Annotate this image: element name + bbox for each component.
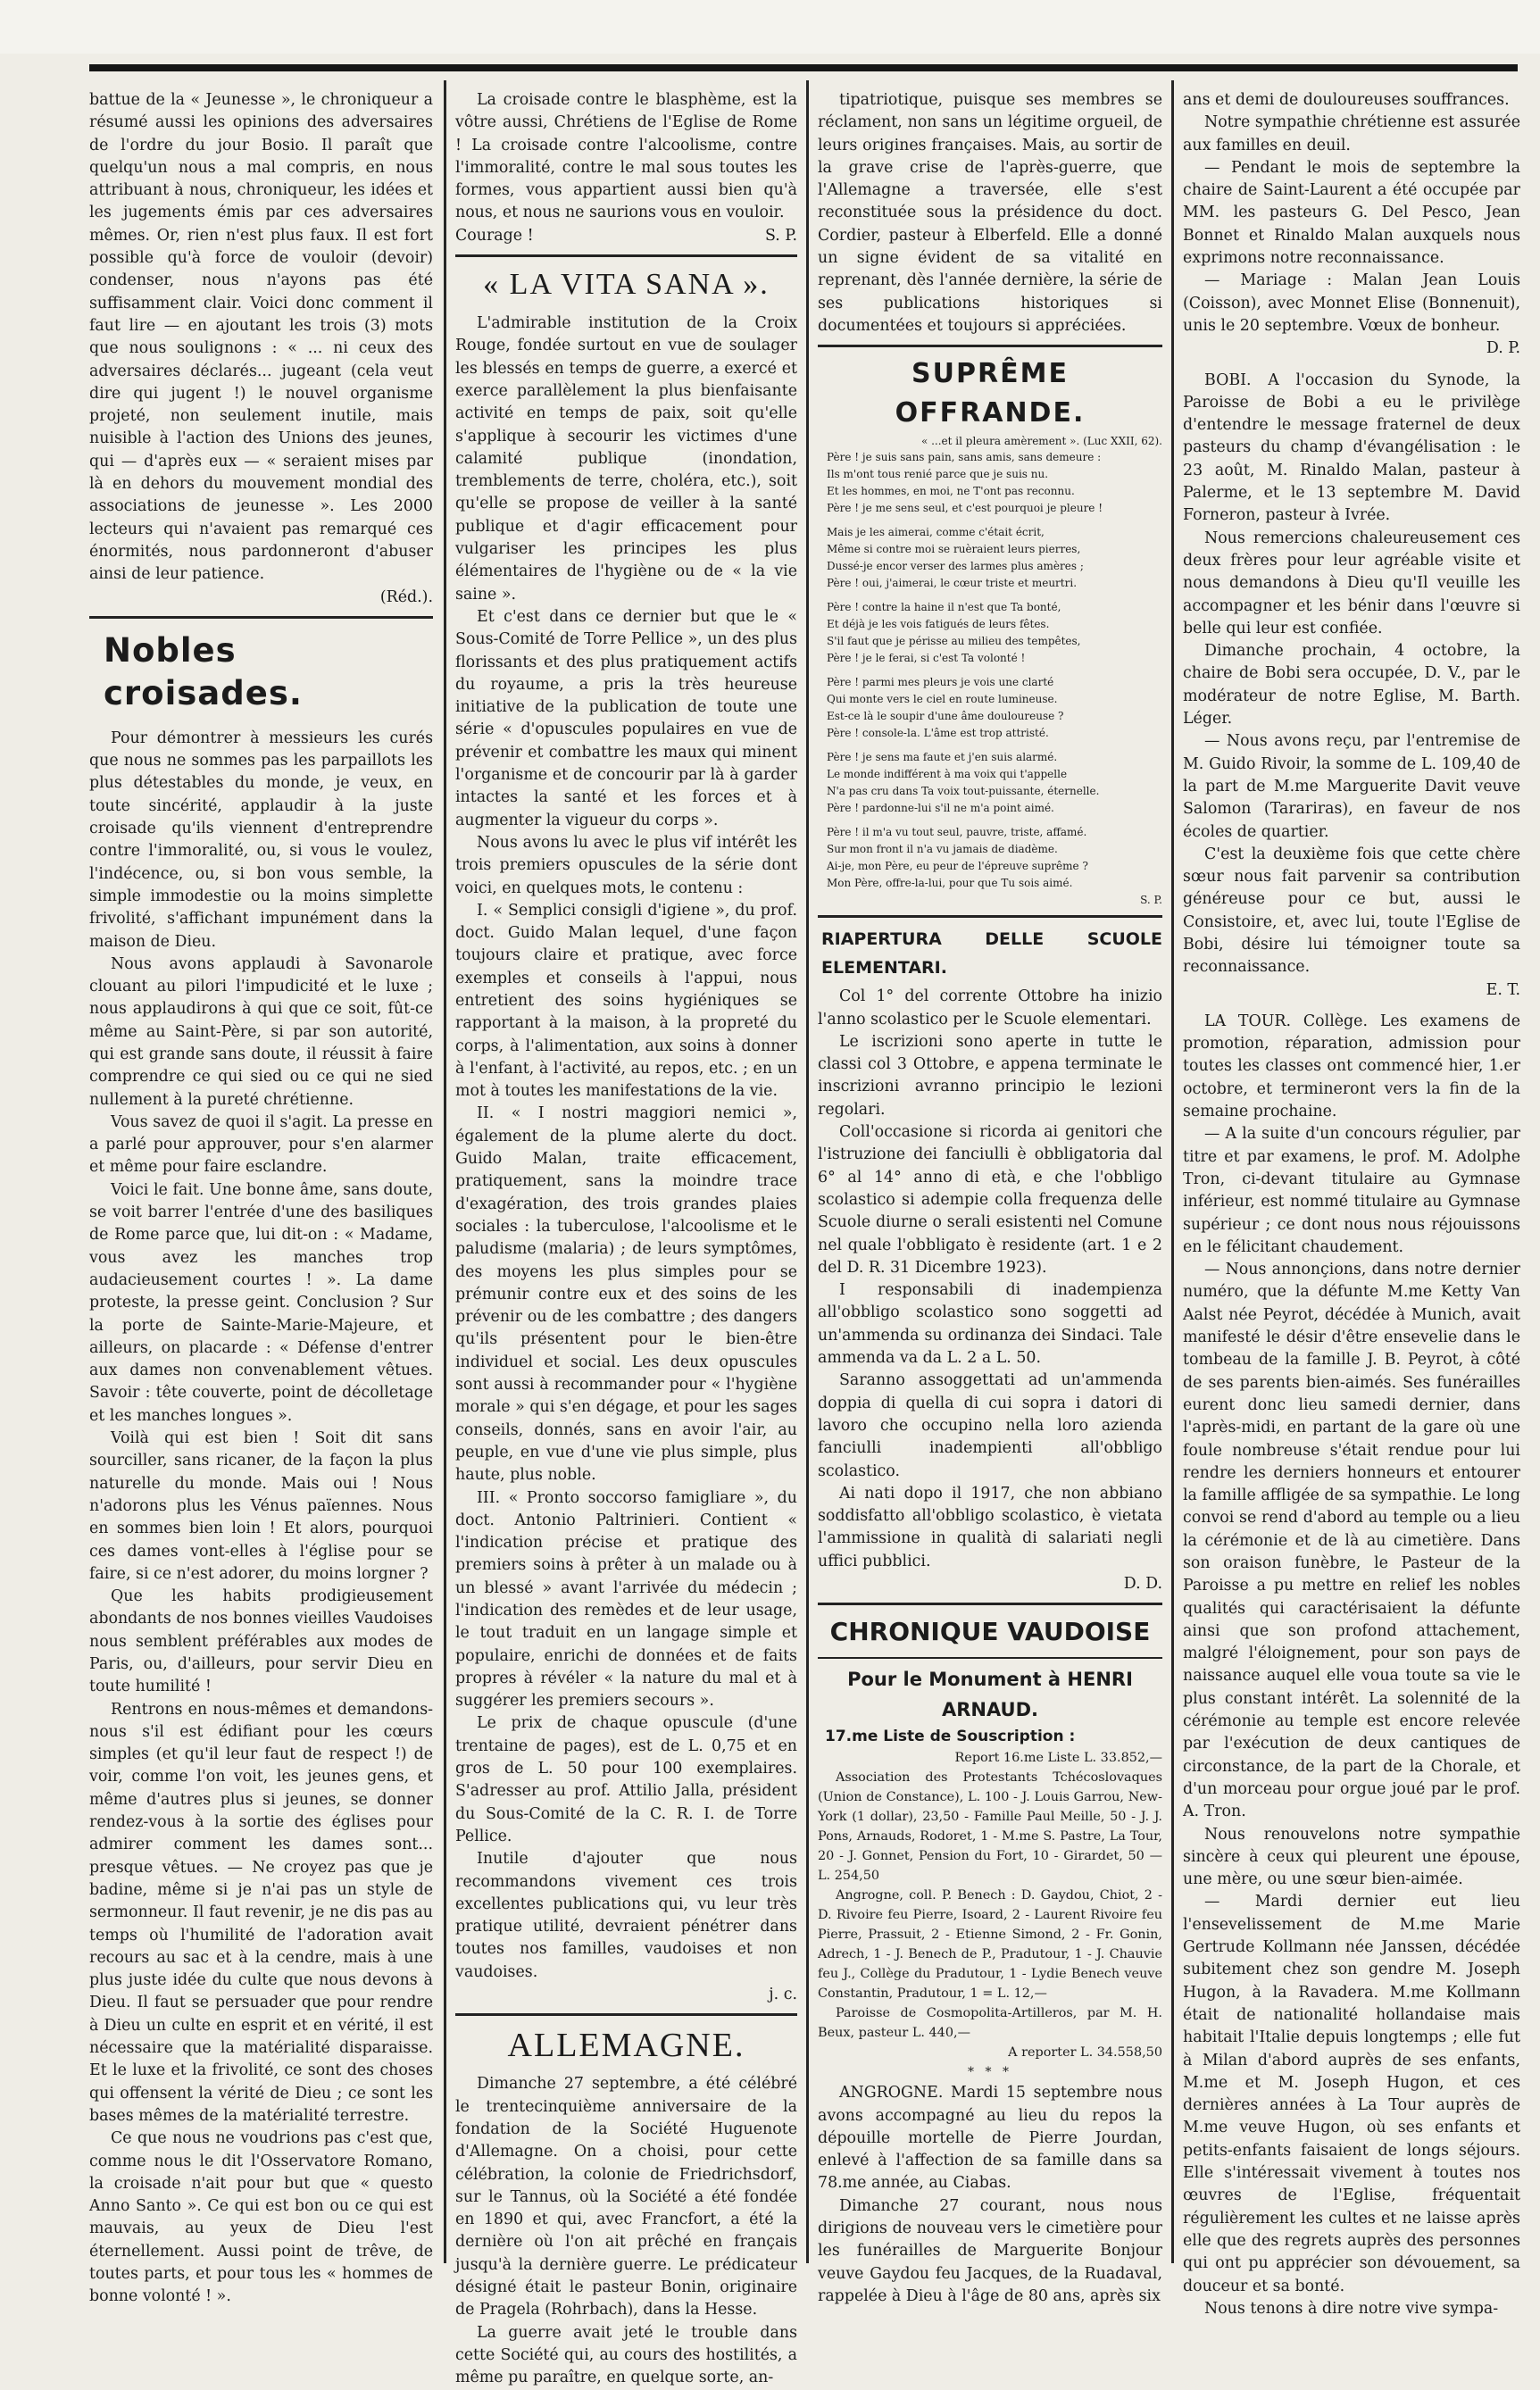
poem-line: Et les hommes, en moi, ne T'ont pas reconnu. bbox=[827, 485, 1075, 498]
editor-note-signature: (Réd.). bbox=[379, 587, 433, 606]
article-body-nobles-croisades bbox=[89, 728, 433, 2309]
subscription-list-title: 17.me Liste de Souscription : bbox=[825, 1728, 1076, 1746]
section-rule bbox=[455, 2013, 797, 2016]
column-divider-2 bbox=[806, 80, 809, 2263]
paragraph: Le prix de chaque opuscule (d'une trentaine de pages), est de L. 0,75 et en gros de L. 50 pour 100 exemplaires. S'adresser au prof. Attilio Jalla, président du Sous-Comité de la C. R. I. de Torre Pellice. bbox=[455, 1714, 797, 1845]
poem-line: S'il faut que je périsse au milieu des tempêtes, bbox=[827, 635, 1081, 648]
column-divider-1 bbox=[444, 80, 446, 2263]
paragraph: Notre sympathie chrétienne est assurée aux familles en deuil. bbox=[1183, 113, 1520, 154]
poem-line: Père ! parmi mes pleurs je vois une clarté bbox=[827, 676, 1054, 689]
report-line: Report 16.me Liste L. 33.852,— bbox=[954, 1751, 1162, 1766]
article-body-angrogne-cont bbox=[1183, 89, 1520, 337]
section-title-chronique-vaudoise: CHRONIQUE VAUDOISE bbox=[829, 1617, 1151, 1647]
paragraph: Que les habits prodigieusement abondants de nos bonnes vieilles Vaudoises nous semblent préférables aux modes de Paris, ou, d'ailleurs, pour servir Dieu en toute humilité ! bbox=[89, 1587, 433, 1696]
paragraph: Dimanche 27 septembre, a été célébré le trentecinquième anniversaire de la fondation de la Société Huguenote d'Allemagne. On a choisi, pour cette célébration, la colonie de Friedrichsdorf, sur le Tannus, où la Société a été fondée en 1890 et qui, avec Francfort, a été la dernière où l'on ait prêché en français jusqu'à la dernière guerre. Le prédicateur désigné était le pasteur Bonin, originaire de Pragela (Rohrbach), dans la Hesse. bbox=[455, 2075, 797, 2319]
poem-line: Sur mon front il n'a vu jamais de diadème. bbox=[827, 843, 1058, 856]
poem-title: SUPRÊME OFFRANDE. bbox=[895, 358, 1086, 429]
paragraph: Nous remercions chaleureusement ces deux frères pour leur agréable visite et nous demandons à Dieu qu'Il veuille les accompagner et les bénir dans l'œuvre si belle qui leur est confiée. bbox=[1183, 529, 1520, 637]
poem-signature: S. P. bbox=[1140, 894, 1162, 907]
subscription-title: Pour le Monument à HENRI ARNAUD. bbox=[847, 1669, 1133, 1721]
paragraph: Pour démontrer à messieurs les curés que nous ne sommes pas les parpaillots les plus détestables du monde, je veux, en toute sincérité, applaudir à la juste croisade qu'ils viennent d'entreprendre contre l'immoralité, ou, si vous le voulez, l'indécence, ou, si bon vous semble, la simple immodestie ou la moins simplette frivolité, s'affichant impunément dans la maison de Dieu. bbox=[89, 729, 433, 951]
poem-line: Et déjà je les vois fatigués de leurs fêtes. bbox=[827, 618, 1050, 631]
section-rule bbox=[818, 1603, 1162, 1605]
paragraph: Le iscrizioni sono aperte in tutte le classi col 3 Ottobre, e appena terminate le inscrizioni avranno principio le lezioni regolari. bbox=[818, 1032, 1162, 1119]
paragraph: Ce que nous ne voudrions pas c'est que, comme nous le dit l'Osservatore Romano, la croisade n'ait pour but que « questo Anno Santo ». Ce qui est bon ou ce qui est mauvais, au yeux de Dieu l'est éternellement. Aussi point de trêve, de toutes parts, et pour tous les « hommes de bonne volonté ! ». bbox=[89, 2129, 433, 2306]
subscription-entry: Paroisse de Cosmopolita-Artilleros, par M. H. Beux, pasteur L. 440,— bbox=[818, 2006, 1162, 2041]
column-divider-3 bbox=[1171, 80, 1174, 2263]
paragraph: Inutile d'ajouter que nous recommandons vivement ces trois excellentes publications qui, vu leur très pratique utilité, devraient pénétrer dans toutes nos familles, vaudoises et non vaudoises. bbox=[455, 1850, 797, 1981]
paragraph: — Nous avons reçu, par l'entremise de M. Guido Rivoir, la somme de L. 109,40 de la part de M.me Marguerite Davit veuve Salomon (Tarariras), en faveur de nos écoles de quartier. bbox=[1183, 732, 1520, 841]
separator-stars: * * * bbox=[968, 2065, 1012, 2080]
article-signature: E. T. bbox=[1486, 980, 1520, 999]
poem-line: Même si contre moi se ruèraient leurs pierres, bbox=[827, 543, 1081, 556]
column-4 bbox=[1183, 89, 1520, 2318]
article-body-riapertura bbox=[818, 986, 1162, 1573]
article-body-angrogne bbox=[818, 2082, 1162, 2308]
article-body-allemagne bbox=[455, 2073, 797, 2389]
paragraph: — Mariage : Malan Jean Louis (Coisson), avec Monnet Elise (Bonnenuit), unis le 20 septembre. Vœux de bonheur. bbox=[1183, 271, 1520, 335]
paragraph: Vous savez de quoi il s'agit. La presse en a parlé pour approuver, pour s'en alarmer et même pour faire esclandre. bbox=[89, 1112, 433, 1177]
paragraph: I. « Semplici consigli d'igiene », du prof. doct. Guido Malan lequel, d'une façon toujours claire et pratique, avec force exemples et conseils à l'appui, nous entretient des soins hygiéniques se rapportant à la maison, à la propreté du corps, à l'alimentation, aux soins à donner à l'enfant, à l'activité, au repos, etc. ; en un mot à toutes les manifestations de la vie. bbox=[455, 901, 797, 1101]
closing-signature: S. P. bbox=[764, 226, 797, 245]
section-rule bbox=[818, 345, 1162, 347]
paragraph: III. « Pronto soccorso famigliare », du doct. Antonio Paltrinieri. Contient « l'indication précise et pratique des premiers soins à prêter à un malade ou à un blessé » avant l'arrivée du médecin ; l'indication des remèdes et de leur usage, le tout traduit en un langage simple et populaire, enrichi de données et de faits propres à révéler « la nature du mal et à suggérer les premiers secours ». bbox=[455, 1488, 797, 1711]
article-signature: D. P. bbox=[1486, 339, 1520, 358]
poem-line: Le monde indifférent à ma voix qui t'appelle bbox=[827, 768, 1068, 781]
poem-body bbox=[818, 449, 1162, 892]
paragraph: La guerre avait jeté le trouble dans cette Société qui, au cours des hostilités, a même pu paraître, en quelque sorte, an- bbox=[455, 2323, 797, 2387]
subscription-entry: Angrogne, coll. P. Benech : D. Gaydou, Chiot, 2 - D. Rivoire feu Pierre, Isoard, 2 - Laurent Rivoire feu Pierre, Prassuit, 2 - Etienne Simond, 2 - Fr. Gonin, Adrech, 1 - J. Benech de P., Pradutour, 1 - J. Chauvie feu J., Collège du Pradutour, 1 - Lydie Benech veuve Constantin, Pradutour, 1 = L. 12,— bbox=[818, 1888, 1162, 2002]
article-continuation: tipatriotique, puisque ses membres se réclament, non sans un légitime orgueil, de leurs origines françaises. Mais, au sortir de la grave crise de l'après-guerre, que l'Allemagne a traversée, elle s'est reconstituée sous la présidence du doct. Cordier, pasteur à Elberfeld. Elle a donné un signe évident de sa vitalité en reprenant, dès l'année dernière, la série de ses publications historiques si documentées et toujours si appréciées. bbox=[818, 91, 1162, 335]
paragraph: — Nous annonçions, dans notre dernier numéro, que la défunte M.me Ketty Van Aalst née Peyrot, décédée à Munich, avait manifesté le désir d'être ensevelie dans le tombeau de la famille J. B. Peyrot, à côté de ses parents bien-aimés. Ses funérailles eurent donc lieu samedi dernier, dans l'après-midi, en partant de la gare où une foule nombreuse s'était rendue pour lui rendre les derniers honneurs et entourer la famille affligée de sa sympathie. Le long convoi se rend d'abord au temple ou a lieu la cérémonie et de là au cimetière. Dans son oraison funèbre, le Pasteur de la Paroisse a pu mettre en relief les nobles qualités qui caractérisaient la défunte ainsi que son profond attachement, malgré l'éloignement, pour son pays de naissance auquel elle voua toute sa vie le plus constant intérêt. La solennité de la cérémonie au temple est encore relevée par l'exécution de deux cantiques de circonstance, de la part de la Chorale, et d'un morceau pour orgue joué par le prof. A. Tron. bbox=[1183, 1261, 1520, 1821]
paragraph: C'est la deuxième fois que cette chère sœur nous fait parvenir sa contribution généreuse pour ce but, aussi le Consistoire, et, avec lui, toute l'Eglise de Bobi, désire lui témoigner toute sa reconnaissance. bbox=[1183, 845, 1520, 977]
poem-line: Ai-je, mon Père, eu peur de l'épreuve suprême ? bbox=[827, 860, 1088, 873]
paragraph: Voici le fait. Une bonne âme, sans doute, se voit barrer l'entrée d'une des basiliques de Rome parce que, lui dit-on : « Madame, vous avez les manches trop audacieusement courtes ! ». La dame proteste, la presse geint. Conclusion ? Sur la porte de Sainte-Marie-Majeure, et ailleurs, on placarde : « Défense d'entrer aux dames non convenablement vêtues. Savoir : tête couverte, point de décolletage et les manches longues ». bbox=[89, 1180, 433, 1425]
paragraph: L'admirable institution de la Croix Rouge, fondée surtout en vue de soulager les blessés en temps de guerre, a exercé et exerce parallèlement la plus bienfaisante activité en temps de paix, soit qu'elle s'applique à secourir les victimes d'une calamité publique (inondation, tremblements de terre, choléra, etc.), soit qu'elle se propose de veiller à la santé publique et d'agir efficacement pour vulgariser les principes les plus élémentaires de l'hygiène ou de « la vie saine ». bbox=[455, 314, 797, 604]
poem-line: Père ! console-la. L'âme est trop attristé. bbox=[827, 727, 1049, 740]
poem-line: Père ! il m'a vu tout seul, pauvre, triste, affamé. bbox=[827, 826, 1087, 839]
paragraph: II. « I nostri maggiori nemici », également de la plume alerte du doct. Guido Malan, traite efficacement, pratiquement, sans la moindre trace d'exagération, des trois grandes plaies sociales : la tuberculose, l'alcoolisme et le paludisme (malaria) ; de leurs symptômes, des moyens les plus simples pour se prémunir contre eux et des soins de les prévenir ou de les combattre ; des dangers qu'ils présentent pour le bien-être individuel et social. Les deux opuscules sont aussi à recommander pour « l'hygiène morale » qui s'en dégage, et pour les sages conseils, donnés, sans en avoir l'air, au peuple, en vue d'une vie plus simple, plus haute, plus noble. bbox=[455, 1104, 797, 1485]
poem-line: Mon Père, offre-la-lui, pour que Tu sois aimé. bbox=[827, 877, 1073, 890]
paragraph: Nous renouvelons notre sympathie sincère à ceux qui pleurent une épouse, une mère, ou une sœur bien-aimée. bbox=[1183, 1825, 1520, 1889]
paragraph: Nous tenons à dire notre vive sympa- bbox=[1204, 2299, 1499, 2318]
poem-line: Père ! je suis sans pain, sans amis, sans demeure : bbox=[827, 451, 1102, 464]
poem-line: Dussé-je encor verser des larmes plus amères ; bbox=[827, 560, 1084, 573]
subscription-entry: Association des Protestants Tchécoslovaques (Union de Constance), L. 100 - J. Louis Garrou, New-York (1 dollar), 23,50 - Famille Paul Meille, 50 - J. J. Pons, Arnauds, Rodoret, 1 - M.me S. Pastre, La Tour, 20 - J. Gonnet, Pension du Fort, 10 - Girardet, 50 — L. 254,50 bbox=[818, 1770, 1162, 1884]
section-rule bbox=[818, 915, 1162, 918]
column-1 bbox=[89, 89, 433, 2306]
poem-line: Père ! contre la haine il n'est que Ta bonté, bbox=[827, 601, 1061, 614]
poem-line: Père ! pardonne-lui s'il ne m'a point aimé. bbox=[827, 802, 1054, 815]
paragraph: Col 1° del corrente Ottobre ha inizio l'anno scolastico per le Scuole elementari. bbox=[818, 987, 1162, 1028]
poem-line: Père ! je le ferai, si c'est Ta volonté ! bbox=[827, 652, 1026, 665]
paragraph: LA TOUR. Collège. Les examens de promotion, réparation, admission pour toutes les classes ont commencé hier, 1.er octobre, et termineront vers la fin de la semaine prochaine. bbox=[1183, 1012, 1520, 1121]
article-title-nobles-croisades: Nobles croisades. bbox=[104, 630, 303, 712]
paragraph: — A la suite d'un concours régulier, par titre et par examens, le prof. M. Adolphe Tron, ci-devant titulaire au Gymnase inférieur, est nommé titulaire au Gymnase supérieur ; ce dont nous nous réjouissons en le félicitant chaudement. bbox=[1183, 1125, 1520, 1256]
article-title-allemagne: ALLEMAGNE. bbox=[507, 2027, 745, 2065]
column-2 bbox=[455, 89, 797, 2387]
paragraph: Voilà qui est bien ! Soit dit sans sourciller, sans ricaner, de la façon la plus naturelle du monde. Mais oui ! Nous n'adorons plus les Vénus païennes. Nous en sommes bien loin ! Et alors, pourquoi ces dames vont-elles à l'église pour se faire, si ce n'est adorer, du moins lorgner ? bbox=[89, 1429, 433, 1583]
poem-line: Ils m'ont tous renié parce que je suis nu. bbox=[827, 468, 1049, 481]
article-signature: D. D. bbox=[1123, 1574, 1162, 1593]
poem-line: Qui monte vers le ciel en route lumineuse. bbox=[827, 693, 1058, 706]
paragraph: Saranno assoggettati ad un'ammenda doppia di quella di cui sopra i datori di lavoro che occupino nella loro azienda fanciulli inadempienti all'obbligo scolastico. bbox=[818, 1371, 1162, 1480]
paragraph: Dimanche prochain, 4 octobre, la chaire de Bobi sera occupée, D. V., par le modérateur de notre Eglise, M. Barth. Léger. bbox=[1183, 642, 1520, 729]
paragraph: ans et demi de douloureuses souffrances. bbox=[1183, 91, 1510, 109]
paragraph: ANGROGNE. Mardi 15 septembre nous avons accompagné au lieu du repos la dépouille mortelle de Pierre Jourdan, enlevé à l'affection de sa famille dans sa 78.me année, au Ciabas. bbox=[818, 2084, 1162, 2193]
page-top-margin bbox=[0, 0, 1540, 54]
paragraph: I responsabili di inadempienza all'obbligo scolastico sono soggetti ad un'ammenda su ordinanza dei Sindaci. Tale ammenda va da L. 2 a L. 50. bbox=[818, 1281, 1162, 1368]
poem-line: Père ! je sens ma faute et j'en suis alarmé. bbox=[827, 751, 1058, 764]
poem-line: Mais je les aimerai, comme c'était écrit, bbox=[827, 526, 1045, 539]
article-title-riapertura: RIAPERTURA DELLE SCUOLE ELEMENTARI. bbox=[821, 929, 1162, 978]
article-body-la-tour bbox=[1183, 1011, 1520, 2320]
paragraph: Dimanche 27 courant, nous nous dirigions de nouveau vers le cimetière pour les funérailles de Marguerite Bonjour veuve Gaydou feu Jacques, de la Ruadaval, rappelée à Dieu à l'âge de 80 ans, après six bbox=[818, 2196, 1162, 2305]
subscription-list bbox=[818, 1768, 1162, 2043]
article-signature: j. c. bbox=[769, 1986, 797, 2004]
paragraph: Nous avons applaudi à Savonarole clouant au pilori l'impudicité et le luxe ; nous applaudirons à qui que ce soit, fût-ce même au Saint-Père, si par son autorité, qui est grande sans doute, il réussit à faire comprendre ce qui sied ou ce qui ne sied nullement à la pureté chrétienne. bbox=[89, 954, 433, 1109]
article-body-bobi bbox=[1183, 370, 1520, 979]
paragraph: Nous avons lu avec le plus vif intérêt les trois premiers opuscules de la série dont voici, en quelques mots, le contenu : bbox=[455, 833, 797, 897]
paragraph: — Pendant le mois de septembre la chaire de Saint-Laurent a été occupée par MM. les pasteurs G. Del Pesco, Jean Bonnet et Rinaldo Malan auxquels nous exprimons notre reconnaissance. bbox=[1183, 158, 1520, 268]
poem-line: Père ! oui, j'aimerai, le cœur triste et meurtri. bbox=[827, 577, 1078, 590]
section-rule bbox=[89, 616, 433, 619]
paragraph: Ai nati dopo il 1917, che non abbiano soddisfatto all'obbligo scolastico, è vietata l'ammissione in qualità di salariati negli uffici pubblici. bbox=[818, 1484, 1162, 1570]
poem-line: Est-ce là le soupir d'une âme douloureuse ? bbox=[827, 710, 1064, 723]
closing-word: Courage ! bbox=[455, 226, 534, 245]
poem-line: Père ! je me sens seul, et c'est pourquoi je pleure ! bbox=[827, 502, 1103, 515]
section-rule bbox=[818, 1657, 1162, 1659]
editor-note bbox=[89, 89, 433, 587]
article-title-vita-sana: « LA VITA SANA ». bbox=[483, 268, 770, 302]
paragraph: battue de la « Jeunesse », le chroniqueur a résumé aussi les opinions des adversaires de l'ordre du jour Bosio. Il paraît que quelqu'un nous a mal compris, en nous attribuant à nous, chroniqueur, les idées et les jugements émis par ces adversaires mêmes. Or, rien n'est plus faux. Il est fort possible qu'à force de vouloir (devoir) condenser, nous n'ayons pas été suffisamment clair. Voici donc comment il faut lire — en ajoutant les trois (3) mots que nous soulignons : « ... ni ceux des adversaires déclarés... jugeant (cela veut dire qui jugent !) le nouvel organisme projeté, non seulement inutile, mais nuisible à l'action des Unions des jeunes, qui — d'après eux — « seraient mises par là en dehors du mouvement mondial des associations de jeunesse ». Les 2000 lecteurs qui n'avaient pas remarqué ces énormités, nous pardonneront d'abuser ainsi de leur patience. bbox=[89, 91, 433, 584]
poem-line: N'a pas cru dans Ta voix tout-puissante, éternelle. bbox=[827, 785, 1100, 798]
article-continuation: La croisade contre le blasphème, est la vôtre aussi, Chrétiens de l'Eglise de Rome ! La croisade contre l'alcoolisme, contre l'immoralité, contre le mal sous toutes les formes, vous appartient aussi bien qu'à nous, et nous ne saurions vous en vouloir. bbox=[455, 91, 797, 222]
section-rule bbox=[455, 254, 797, 257]
poem-epigraph: « ...et il pleura amèrement ». (Luc XXII, 62). bbox=[920, 435, 1162, 448]
paragraph: Coll'occasione si ricorda ai genitori che l'istruzione dei fanciulli è obbligatoria dal 6° al 14° anno di età, e che l'obbligo scolastico si adempie colla frequenza delle Scuole diurne o serali esistenti nel Comune nel quale l'obbligato è residente (art. 1 e 2 del D. R. 31 Dicembre 1923). bbox=[818, 1123, 1162, 1277]
column-3 bbox=[818, 89, 1162, 2305]
article-body-vita-sana bbox=[455, 312, 797, 1984]
closing-line bbox=[455, 225, 797, 247]
paragraph: BOBI. A l'occasion du Synode, la Paroisse de Bobi a eu le privilège d'entendre le message fraternel de deux pasteurs du champ d'évangélisation : le 23 août, M. Rinaldo Malan, pasteur à Palerme, et le 13 septembre M. David Forneron, pasteur à Ivrée. bbox=[1183, 371, 1520, 525]
paragraph: — Mardi dernier eut lieu l'ensevelissement de M.me Marie Gertrude Kollmann née Janssen, décédée subitement chez son gendre M. Joseph Hugon, à la Ravadera. M.me Kollmann était de nationalité hollandaise mais habitait l'Italie depuis longtemps ; elle fut à Milan d'abord auprès de ses enfants, M.me et M. Joseph Hugon, et ces dernières années à La Tour auprès de M.me veuve Hugon, où ses enfants et petits-enfants faisaient de longs séjours. Elle s'intéressait vivement à toutes nos œuvres de l'Eglise, fréquentait régulièrement les cultes et ne laisse après elle que des regrets auprès des personnes qui ont pu apprécier son dévouement, sa douceur et sa bonté. bbox=[1183, 1893, 1520, 2295]
a-reporter-line: A reporter L. 34.558,50 bbox=[1008, 2045, 1162, 2061]
paragraph: Rentrons en nous-mêmes et demandons-nous s'il est édifiant pour les cœurs simples (et qu'il leur faut de respect !) de voir, comme l'on voit, les jeunes gens, et même d'autres plus si jeunes, se donner rendez-vous à la sortie des églises pour admirer comment les dames sont... presque vêtues. — Ne croyez pas que je badine, même si je n'ai pas un style de sermonneur. Il faut revenir, je ne dis pas au temps où l'humilité de l'adoration avait recours au sac et à la cendre, mais à une plus juste idée du culte que nous devons à Dieu. Il faut se persuader que pour rendre à Dieu un culte en esprit et en vérité, il est nécessaire que la matérialité disparaisse. Et le luxe et la frivolité, ce sont des choses qui offensent la vérité de Dieu ; ce sont les bases mêmes de la matérialité terrestre. bbox=[89, 1700, 433, 2125]
paragraph: Et c'est dans ce dernier but que le « Sous-Comité de Torre Pellice », un des plus florissants et des plus pratiquement actifs du royaume, a pris la très heureuse initiative de la publication de toute une série « d'opuscules populaires en vue de prévenir et combattre les maux qui minent l'organisme et de concourir par là à garder intactes la santé et les forces et à augmenter la vigueur du corps ». bbox=[455, 607, 797, 829]
top-rule bbox=[89, 64, 1518, 71]
